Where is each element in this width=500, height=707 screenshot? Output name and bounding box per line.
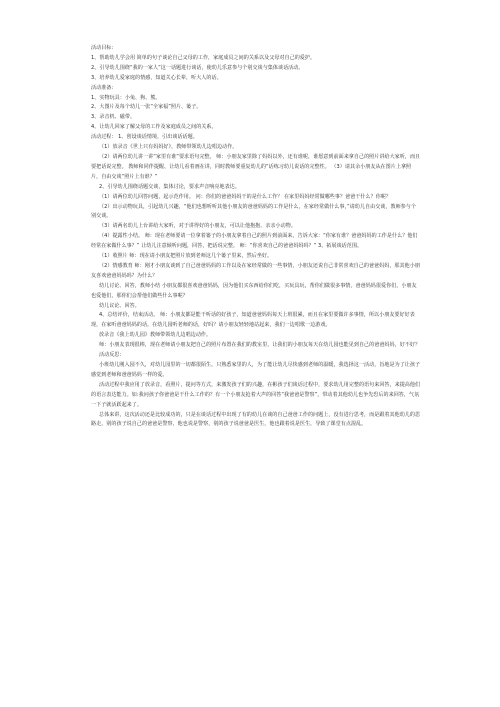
paragraph: 小班幼儿刚入园不久，对幼儿园里的一切都很陌生，只熟悉家里的人，为了能让幼儿尽快感到老师的温暖，我选择这一活动，旨地是为了让孩子感觉到老师和爸爸妈妈一样的爱。 [91, 362, 421, 378]
paragraph: （2）请两位幼儿讲一讲“家里有谁”要求语句完整。 师：小朋友家里除了妈妈以外，还有谁呢，谁愿意到前面来拿自己的照片讲给大家听，而且要把话说完整。 教师和同伴提醒、让幼儿看着画在讲，同时教师要重复幼儿的“话练习幼儿说话的完整性。 （3）请其余小朋友从在图片上拿照片，自由交谈“照片上有谁？” [91, 153, 421, 180]
paragraph: 师：小朋友表现很棒，现在老师请小朋友把自己的照片布置在我们的教室里，让我们的小朋友每天在幼儿园也能见到自己的爸爸妈妈，好不好？ [99, 342, 421, 349]
paragraph: （4）提露性小结。 师：现在老师要请一位拿着篓子的小朋友拿着自己的照片到前面来，告诉大家：“你家有谁？爸爸妈妈的工作是什么？他们经常在家做什么事？” 让幼儿注意倾听问题，回答，把话说完整。 师：“你喜欢自己的爸爸妈妈吗？” 3、拓展谈话范围。 [91, 233, 418, 250]
paragraph: 幼儿讨论、回答，教师小结 小朋友都很喜欢爸爸妈妈，因为他们买东西给你们吃，买玩具玩，帮你们做很多事情，爸爸妈妈很爱你们，小朋友也爱他们，那你们会帮他们做些什么事呢？ [91, 282, 417, 299]
document-page [91, 44, 421, 430]
paragraph: 4、让幼儿回家了解父母的工作及家庭成员之间的关系。 [91, 124, 217, 131]
paragraph: 1、实物玩具：小兔、狗、熊。 [91, 94, 161, 101]
paragraph: （2）出示动物玩具，引起幼儿兴趣，“他们也想听听其他小朋友的爸爸妈妈的工作是什么，在家经常做什么事，”请幼儿自由交谈，教师参与个别交谈。 [91, 203, 416, 220]
paragraph: 活动过程： 1、创设谈话情境，引出谈话话题。 [91, 134, 198, 141]
paragraph: （3）请两名幼儿上台讲给大家听，对于讲得好的小朋友，可以让他抱抱、亲亲小动物。 [99, 223, 296, 230]
paragraph: （2）情感教育 师：刚才小朋友谈到了自己爸爸妈妈的工作以及在家经常做的一些事情，小朋友还说自己非常喜欢自己的爸爸妈妈，那其他小朋友喜欢爸爸妈妈吗？为什么？ [91, 262, 420, 279]
paragraph: 3、录音机、磁带。 [91, 114, 136, 121]
paragraph: 活动过程中我应用了放录音，看照片，提问等方式，来激发孩子们的兴趣，在彬孩子们谈话过程中，要求幼儿用完整的语句来回答，来提高他们的语言表达能力。如:我问孩子你爸爸是干什么工作的？有一个小朋友抢着大声的回答“我爸爸是警察”，带动着其他幼儿也争先恐后的来回答，气氛一下子就活跃起来了。 [91, 381, 421, 408]
paragraph: （1）请两位幼儿回答问题，起示范作用。 问：你们的爸爸妈妈干的是什么工作？ 在家里妈妈经常做哪些事？爸爸干什么？你呢？ [99, 193, 391, 200]
paragraph: 活动反思： [99, 352, 125, 359]
paragraph: 幼儿议论、回答。 [99, 302, 140, 309]
paragraph: 1、帮助幼儿学会用 简单的句子谈论自己父母的工作，家庭成员之间的关系以及父母对自己的爱护。 [91, 54, 316, 61]
paragraph: 活动准备: [91, 84, 114, 91]
paragraph: （1）收照片 师：现在请小朋友把照片放到老师这几个篓子里来，然后坐好。 [99, 253, 273, 260]
paragraph: 2、大图片及每个幼儿一张“全家福”照片、篓子。 [91, 104, 202, 111]
paragraph: 3、培养幼儿爱家庭的情感，知道关心长辈，听大人的话。 [91, 74, 222, 81]
paragraph: （1）放录音《世上只有妈妈好》，教师带领幼儿边唱边动作。 [99, 144, 238, 151]
paragraph: 活动目标: [91, 45, 114, 51]
paragraph: 放录音《我上幼儿园》教师带领幼儿边唱边动作。 [99, 332, 212, 339]
paragraph: 2、引导幼儿围绕话题交谈，集体讨论，要求声音响亮地表达。 [99, 183, 240, 190]
paragraph: 4、总结评价，结束活动。 师：小朋友都是能干听话的好孩子，知道爸爸妈妈每天上班很累，而且在家里要做许多事情，所以小朋友要好好表现，在家听爸爸妈妈的话，在幼儿园听老师的话，好吗？请小朋友轻轻地站起来，我们一边唱歌一边游戏。 [91, 312, 415, 329]
paragraph: 2、引导幼儿围绕“我的一家人”这一话题进行谈话，使幼儿乐意参与个别交谈与集体谈话活动。 [91, 64, 304, 71]
paragraph: 总体来讲，这次活动还是比较成功的，只是在谈话过程中出现了有的幼儿在谈的自己爸爸工作的问题上，没有进行思考，而是跟着其他幼儿的思路走，别的孩子说自己的爸爸是警察，他也说是警察，别的孩子说爸爸是医生，他也跟着说是医生，导致了课堂有点混乱。 [91, 411, 421, 428]
